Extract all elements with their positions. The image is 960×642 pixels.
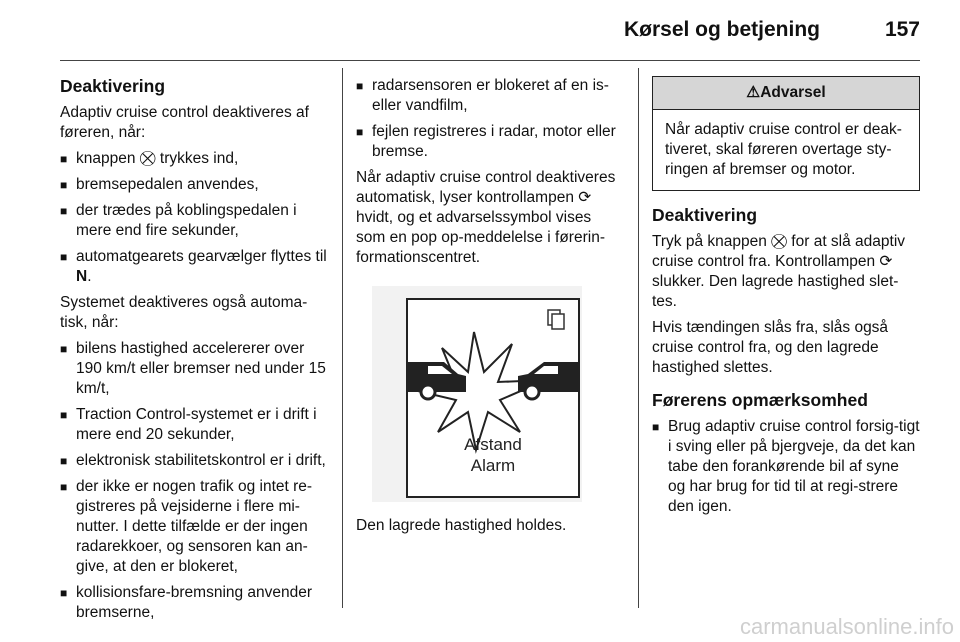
- warning-box: [652, 76, 920, 191]
- list-item: ■ der ikke er nogen trafik og intet re-gistreres på vejsiderne i flere mi-nutter. I dette tilfælde er der ingen radarekkoer, og sensoren kan an-give, at den er blokeret,: [60, 477, 330, 577]
- column-divider-2: [638, 68, 639, 608]
- car-right-icon: [518, 362, 578, 399]
- list-item: ■ knappen ⛒ trykkes ind,: [60, 149, 330, 169]
- figure-label-line1: Afstand: [464, 435, 522, 454]
- list-item: ■ elektronisk stabilitetskontrol er i drift,: [60, 451, 330, 471]
- header-rule: [60, 60, 920, 61]
- warning-triangle-icon: ⚠: [746, 84, 761, 101]
- list-item: ■ fejlen registreres i radar, motor eller bremse.: [356, 122, 624, 162]
- list-item: ■ radarsensoren er blokeret af en is-eller vandfilm,: [356, 76, 624, 116]
- list-item: [60, 247, 330, 287]
- intro-text: Adaptiv cruise control deaktiveres af føreren, når:: [60, 104, 309, 141]
- auto-deactivation-paragraph: Når adaptiv cruise control deaktiveres automatisk, lyser kontrollampen ⟳ hvidt, og et advarselssymbol vises som en pop op-meddelelse i førerin-formationscentret.: [356, 169, 616, 266]
- manual-deactivation-list: [60, 149, 330, 287]
- list-item: ■ Brug adaptiv cruise control forsig-tigt i sving eller på bjergveje, da det kan tabe den forankørende bil af syne og har brug for tid til at regi-strere den igen.: [652, 417, 920, 517]
- gear-n-label: N: [76, 268, 88, 285]
- popup-icon: [548, 310, 564, 329]
- deactivation-heading-2: Deaktivering: [652, 205, 758, 225]
- driver-attention-heading: Førerens opmærksomhed: [652, 390, 868, 410]
- watermark: carmanualsonline.info: [739, 614, 954, 639]
- list-item: ■ Traction Control-systemet er i drift i mere end 20 sekunder,: [60, 405, 330, 445]
- list-item: ■ bremsepedalen anvendes,: [60, 175, 330, 195]
- header-title: Kørsel og betjening: [623, 18, 820, 41]
- deactivation-paragraph-1: Tryk på knappen ⛒ for at slå adaptiv cruise control fra. Kontrollampen ⟳ slukker. Den lagrede hastighed slet-tes.: [652, 233, 906, 310]
- deactivation-heading: Deaktivering: [60, 76, 166, 96]
- warning-title: Advarsel: [760, 84, 826, 101]
- page-number: 157: [884, 18, 920, 41]
- column-1: [60, 76, 330, 629]
- column-3: [652, 76, 920, 523]
- list-item: ■ der trædes på koblingspedalen i mere end fire sekunder,: [60, 201, 330, 241]
- auto-intro-text: Systemet deaktiveres også automa-tisk, når:: [60, 294, 308, 331]
- figure-label-line2: Alarm: [470, 456, 516, 475]
- list-item-suffix: .: [87, 268, 92, 285]
- column-divider-1: [342, 68, 343, 608]
- column-2: [356, 76, 624, 542]
- warning-header: [653, 77, 919, 110]
- list-item: ■ bilens hastighed accelererer over 190 km/t eller bremser ned under 15 km/t,: [60, 339, 330, 399]
- list-item-text: automatgearets gearvælger flyttes til: [76, 248, 327, 265]
- distance-alarm-figure: [372, 286, 582, 502]
- auto-deactivation-list-continued: [356, 76, 624, 162]
- auto-deactivation-list: [60, 339, 330, 623]
- collision-illustration: [408, 300, 578, 496]
- deactivation-paragraph-2: Hvis tændingen slås fra, slås også cruise control fra, og den lagrede hastighed slettes.: [652, 319, 889, 376]
- driver-attention-list: [652, 417, 920, 517]
- figure-caption: Den lagrede hastighed holdes.: [356, 517, 567, 534]
- warning-body: Når adaptiv cruise control er deak-tiveret, skal føreren overtage sty-ringen af bremser og motor.: [665, 121, 902, 178]
- display-screen: [406, 298, 580, 498]
- list-item: ■ kollisionsfare-bremsning anvender bremserne,: [60, 583, 330, 623]
